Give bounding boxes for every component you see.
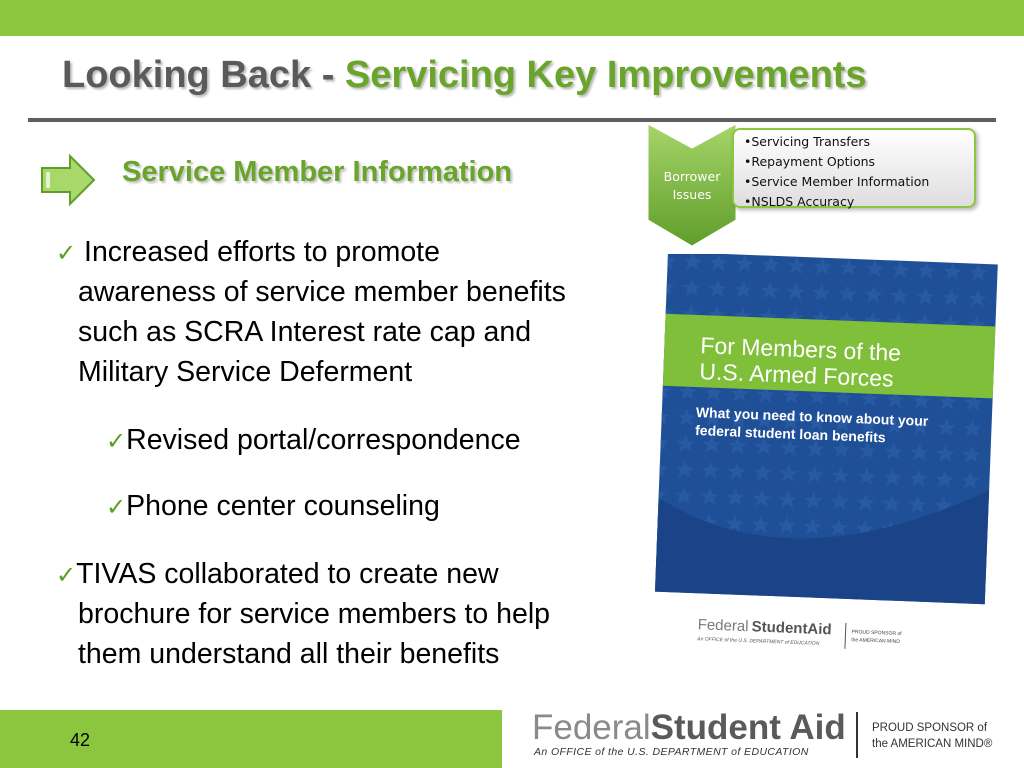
bullet-item-2 — [106, 420, 521, 462]
logo-federal: Federal — [532, 708, 651, 747]
process-item: •Servicing Transfers — [744, 134, 870, 149]
title-part-1: Looking Back - — [62, 54, 345, 96]
process-graphic — [642, 124, 986, 248]
process-item: •NSLDS Accuracy — [744, 194, 855, 209]
brochure-sponsor-line-1: PROUD SPONSOR of — [851, 629, 902, 638]
bullet-line: Increased efforts to promote — [76, 236, 440, 268]
brochure-image — [646, 254, 1004, 674]
checkmark-icon: ✓ — [56, 240, 77, 267]
brochure-sponsor-line-2: the AMERICAN MIND — [851, 637, 900, 646]
chevron-label-line-2: Issues — [672, 187, 712, 202]
top-accent-bar — [0, 0, 1024, 36]
bullet-line: TIVAS collaborated to create new — [76, 558, 499, 590]
process-info-box — [732, 128, 976, 208]
process-item: •Service Member Information — [744, 174, 930, 189]
sponsor-line-1: PROUD SPONSOR of — [872, 722, 988, 734]
bullet-item-1 — [56, 232, 440, 274]
brochure-logo-student-aid: StudentAid — [751, 618, 832, 639]
slide-title — [62, 54, 867, 97]
checkmark-icon: ✓ — [106, 428, 127, 455]
section-subheading: Service Member Information — [122, 156, 512, 188]
brochure-logo-federal: Federal — [697, 616, 749, 636]
logo-subtitle: An OFFICE of the U.S. DEPARTMENT of EDUCATION — [534, 746, 809, 758]
chevron-label — [652, 168, 732, 204]
bullet-line: such as SCRA Interest rate cap and — [78, 316, 532, 348]
brochure-logo-subtitle: An OFFICE of the U.S. DEPARTMENT of EDUCATION — [697, 636, 820, 647]
process-item: •Repayment Options — [744, 154, 876, 169]
sponsor-line-2: the AMERICAN MIND® — [872, 738, 993, 750]
bullet-line: them understand all their benefits — [78, 638, 500, 670]
title-part-2: Servicing Key Improvements — [344, 54, 867, 96]
logo-divider — [856, 712, 858, 758]
bullet-text: Phone center counseling — [126, 490, 440, 522]
bullet-line: brochure for service members to help — [78, 598, 551, 630]
bullet-line: Military Service Deferment — [78, 356, 413, 388]
sponsor-text — [872, 720, 992, 752]
bullet-text: Revised portal/correspondence — [126, 424, 521, 456]
checkmark-icon: ✓ — [106, 494, 127, 521]
bullet-line: awareness of service member benefits — [78, 276, 566, 308]
brochure-title-line-1: For Members of the — [699, 332, 902, 366]
checkmark-icon: ✓ — [56, 562, 77, 589]
federal-student-aid-logo — [532, 708, 1012, 764]
logo-student-aid: Student Aid — [650, 708, 846, 747]
bullet-item-3 — [106, 486, 440, 528]
brochure-subtitle-line-1: What you need to know about your — [695, 404, 929, 429]
chevron-label-line-1: Borrower — [663, 169, 721, 184]
title-divider — [28, 118, 996, 122]
bullet-item-4 — [56, 554, 499, 596]
brochure-title-line-2: U.S. Armed Forces — [698, 358, 895, 392]
brochure-subtitle-line-2: federal student loan benefits — [694, 421, 886, 446]
page-number: 42 — [70, 730, 91, 750]
right-arrow-icon — [40, 152, 96, 208]
logo-wordmark — [532, 708, 846, 748]
